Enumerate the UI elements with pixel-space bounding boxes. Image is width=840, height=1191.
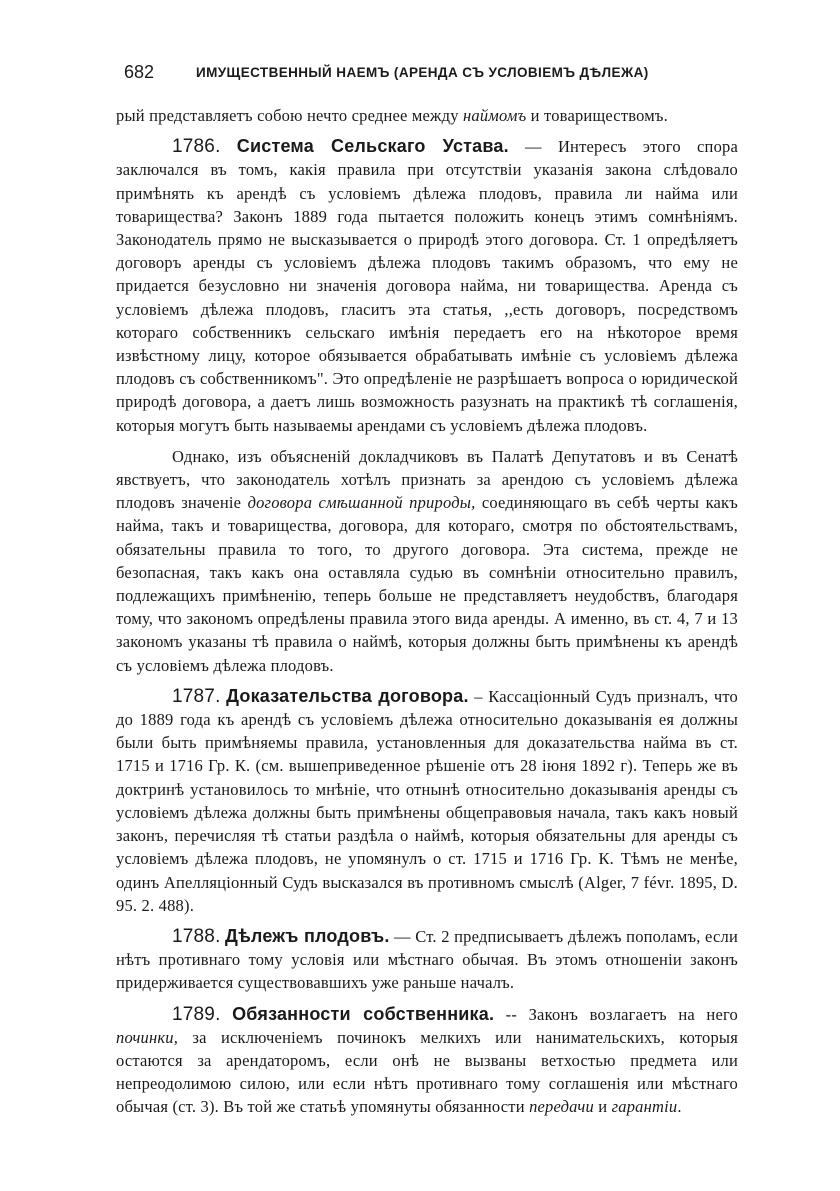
paragraph: Однако, изъ объясненій докладчиковъ въ Палатѣ Депутатовъ и въ Сенатѣ явствуетъ, что законодатель хотѣлъ признать за арендою съ условіемъ дѣлежа плодовъ значеніе договора смѣшанной природы, соединяющаго въ себѣ черты какъ найма, такъ и товарищества, договора, для котораго, смотря по обстоятельствамъ, обязательны правила то того, то другого договора. Эта система, прежде не безопасная, такъ какъ она оставляла судью въ сомнѣніи относительно правилъ, подлежащихъ примѣненію, теперь больше не представляетъ неудобствъ, благодаря тому, что закономъ опредѣлены правила этого вида аренды. А именно, въ ст. 4, 7 и 13 закономъ указаны тѣ правила о наймѣ, которыя должны быть примѣнены къ арендѣ съ условіемъ дѣлежа плодовъ. — [116, 446, 739, 675]
section-number: 1789. — [172, 1003, 221, 1025]
section-number: 1786. — [172, 136, 221, 158]
section-title: Доказательства договора. — [226, 685, 469, 706]
main-text — [116, 104, 738, 1127]
running-title: ИМУЩЕСТВЕННЫЙ НАЕМЪ (АРЕНДА СЪ УСЛОВІЕМЪ ДѢЛЕЖА) — [196, 65, 649, 80]
section-1786: 1786. Система Сельскаго Устава. — Интересъ этого спора заключался въ томъ, какія правила при отсутствіи указанія закона слѣдовало примѣнять къ арендѣ съ условіемъ дѣлежа плодовъ, правила ли найма или товарищества? Законъ 1889 года пытается положить конецъ этимъ сомнѣніямъ. Законодатель прямо не высказывается о природѣ этого договора. Ст. 1 опредѣляетъ договоръ аренды съ условіемъ дѣлежа плодовъ такимъ образомъ, что ему не придается безусловно ни значенія договора найма, ни товарищества. Аренда съ условіемъ дѣлежа плодовъ, гласитъ эта статья, ,,есть договоръ, посредствомъ котораго собственникъ сельскаго имѣнія передаетъ его на нѣкоторое время извѣстному лицу, которое обязывается обрабатывать имѣніе съ условіемъ дѣлежа плодовъ съ собственникомъ". Это опредѣленіе не разрѣшаетъ вопроса о юридической природѣ договора, а даетъ лишь возможность разузнать на практикѣ тѣ соглашенія, которыя могутъ быть называемы арендами съ условіемъ дѣлежа плодовъ. — [116, 136, 738, 435]
section-1789: 1789. Обязанности собственника. -- Законъ возлагаетъ на него починки, за исключеніемъ починокъ мелкихъ или нанимательскихъ, которыя остаются за арендаторомъ, если онѣ не вызваны ветхостью предмета или непреодолимою силою, или если нѣтъ противнаго тому соглашенія или мѣстнаго обычая (ст. 3). Въ той же статьѣ упомянуты обязанности передачи и гарантіи. — [116, 1003, 738, 1117]
section-title: Обязанности собственника. — [232, 1003, 495, 1024]
section-number: 1787. — [172, 685, 221, 707]
section-1788: 1788. Дѣлежъ плодовъ. — Ст. 2 предписываетъ дѣлежъ пополамъ, если нѣтъ противнаго тому условія или мѣстнаго обычая. Въ этомъ отношеніи законъ придерживается существовавшихъ уже раньше началъ. — [116, 925, 738, 993]
page-header — [124, 62, 736, 88]
section-1787: 1787. Доказательства договора. – Кассаціонный Судъ призналъ, что до 1889 года къ арендѣ съ условіемъ дѣлежа относительно доказыванія ея должны были быть примѣняемы правила, установленныя для доказательства найма въ ст. 1715 и 1716 Гр. К. (см. вышеприведенное рѣшеніе отъ 28 іюня 1892 г). Теперь же въ доктринѣ установилось то мнѣніе, что отнынѣ относительно доказыванія аренды съ условіемъ дѣлежа должны быть примѣнены общеправовыя начала, такъ какъ новый законъ, перечисляя тѣ статьи раздѣла о наймѣ, которыя обязательны для аренды съ условіемъ дѣлежа плодовъ, не упомянулъ о ст. 1715 и 1716 Гр. К. Тѣмъ не менѣе, одинъ Апелляціонный Судъ высказался въ противномъ смыслѣ (Alger, 7 févr. 1895, D. 95. 2. 488). — [116, 685, 739, 915]
intro-paragraph: рый представляетъ собою нечто среднее между наймомъ и товариществомъ. — [116, 106, 668, 125]
section-title: Система Сельскаго Устава. — [236, 136, 509, 157]
section-title: Дѣлежъ плодовъ. — [225, 925, 390, 946]
section-number: 1788. — [172, 925, 221, 947]
page-number: 682 — [124, 62, 155, 82]
